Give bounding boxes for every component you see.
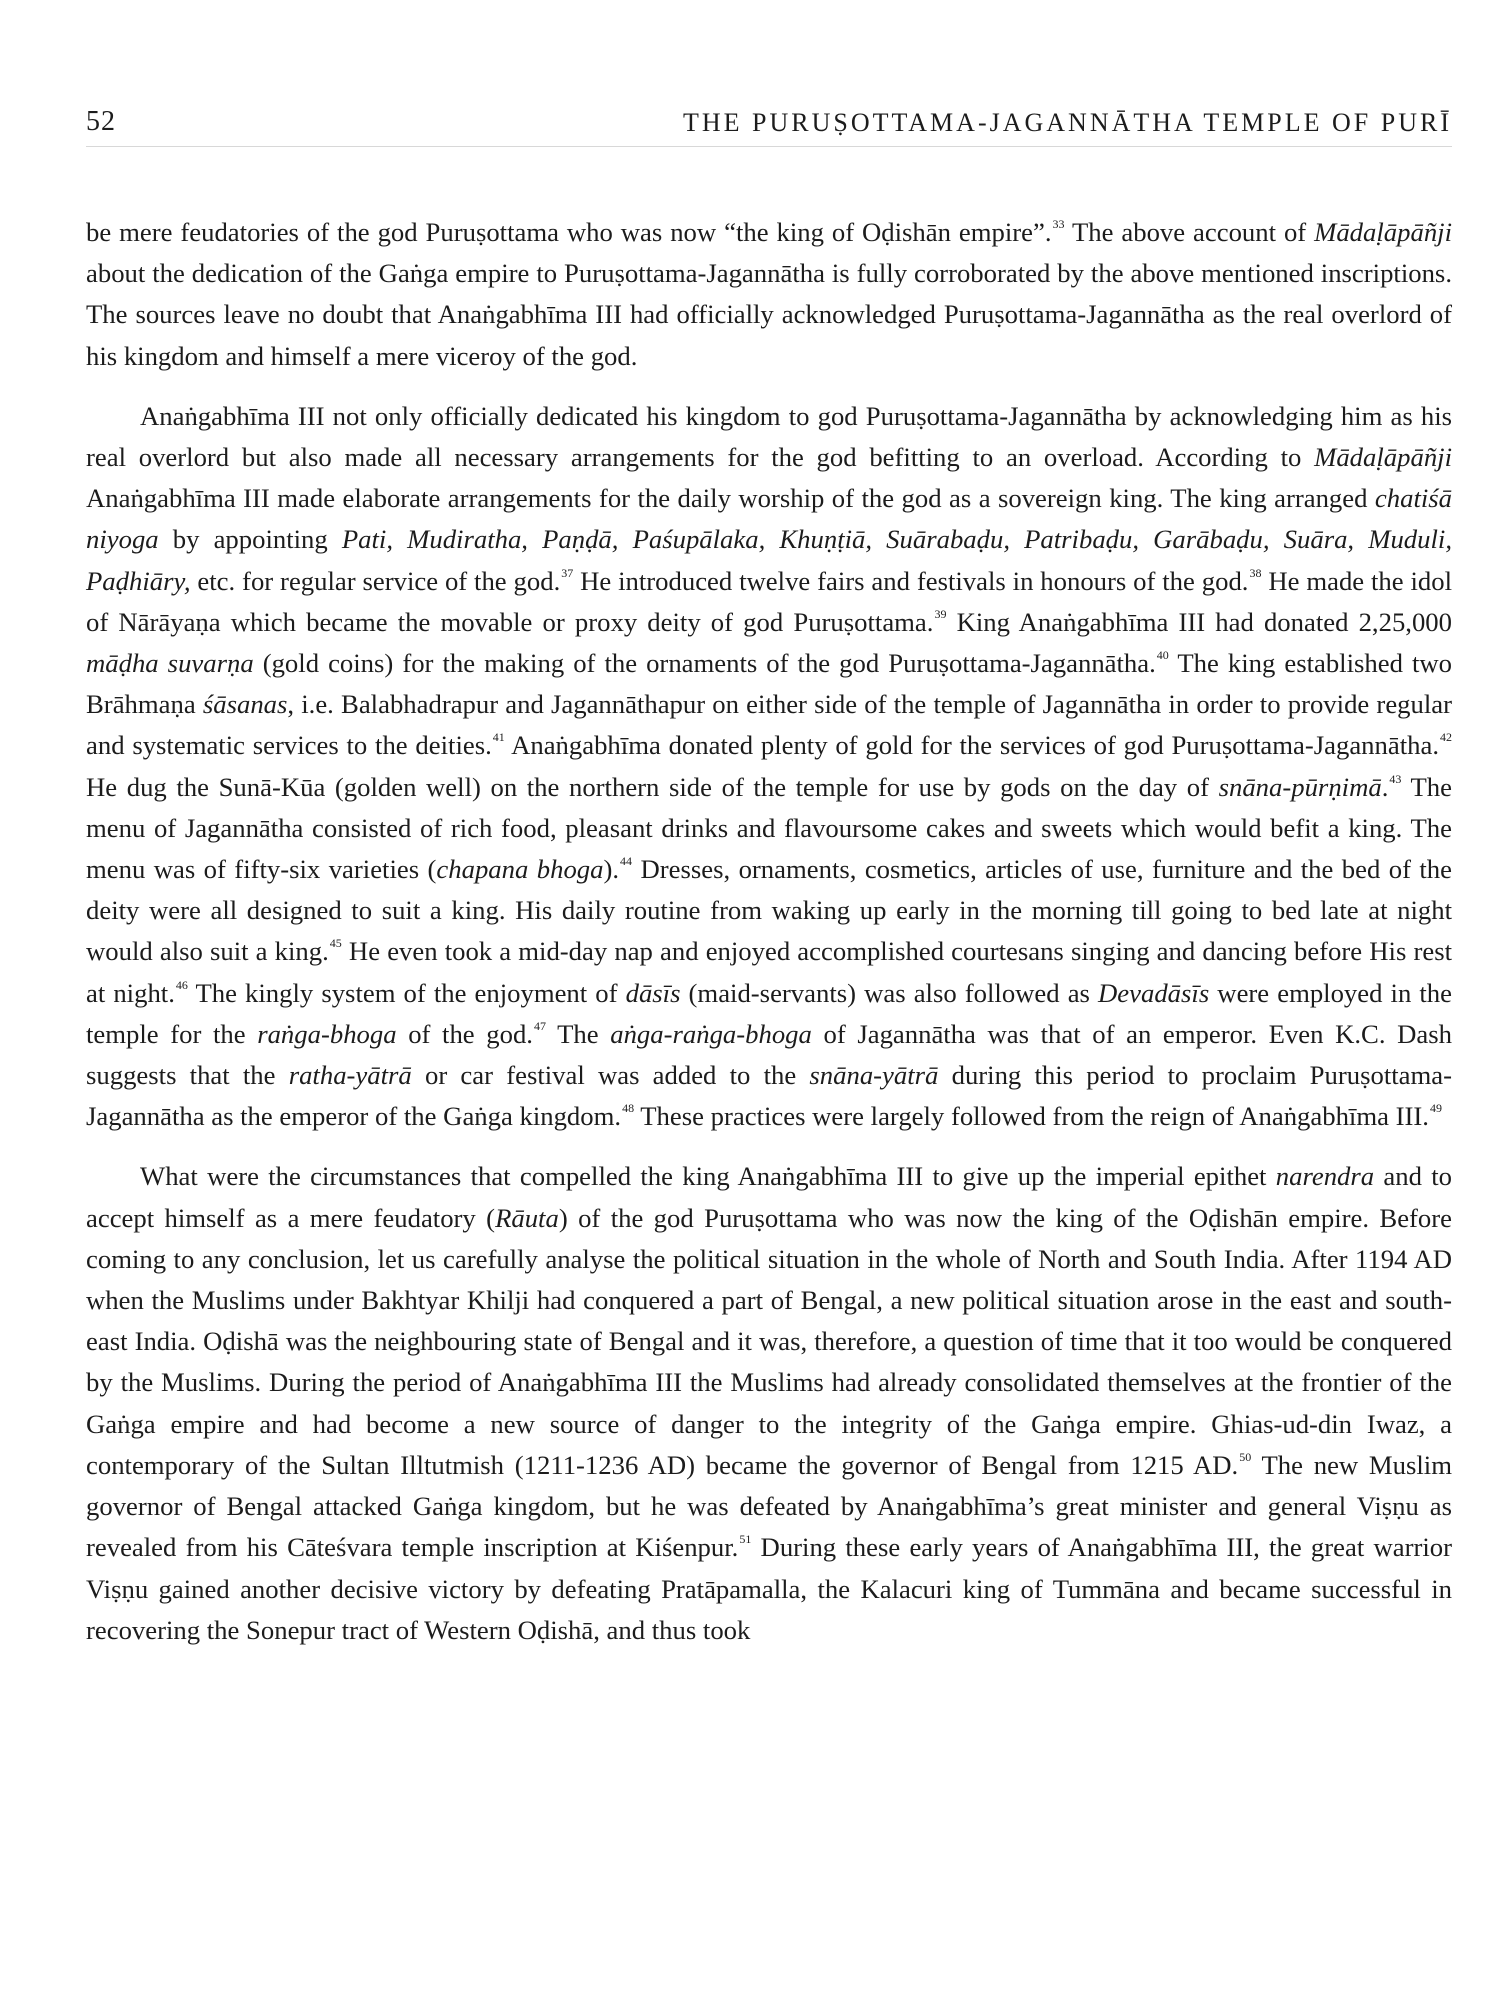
footnote-ref: 40	[1156, 648, 1169, 663]
body-text	[86, 212, 1452, 1670]
italic-term: Devadāsīs	[1098, 977, 1210, 1008]
footnote-ref: 50	[1239, 1449, 1252, 1464]
footnote-ref: 44	[620, 854, 633, 869]
text-run: He even took a mid-day nap and enjoyed accomplished courtesans singing and dancing before His rest at night.	[86, 936, 1453, 1008]
text-run: The kingly system of the enjoyment of	[187, 977, 626, 1008]
italic-term: chatiśā niyoga	[86, 483, 1452, 555]
italic-term: snāna-yātrā	[809, 1060, 939, 1091]
footnote-ref: 49	[1429, 1101, 1442, 1116]
text-run: were employed in the temple for the	[86, 977, 1452, 1049]
italic-term: raṅga-bhoga	[257, 1018, 397, 1049]
text-run: or car festival was added to the	[411, 1060, 810, 1091]
footnote-ref: 37	[561, 565, 574, 580]
text-run: during this period to proclaim Puruṣottama-Jagannātha as the emperor of the Gaṅga kingdom.	[86, 1060, 1452, 1132]
paragraph-3	[86, 1156, 1452, 1650]
text-run: and to accept himself as a mere feudatory (	[86, 1161, 1453, 1233]
page-number: 52	[86, 106, 116, 137]
text-run: .	[1381, 771, 1389, 802]
italic-term: snāna-pūrṇimā	[1218, 771, 1382, 802]
text-run: The king established two Brāhmaṇa	[86, 648, 1452, 720]
text-run: These practices were largely followed from the reign of Anaṅgabhīma III.	[634, 1101, 1429, 1132]
footnote-ref: 41	[492, 730, 505, 745]
italic-term: Mādaḷāpāñji	[1314, 442, 1452, 473]
text-run: Anaṅgabhīma donated plenty of gold for the services of god Puruṣottama-Jagannātha.	[504, 730, 1439, 761]
text-run: Dresses, ornaments, cosmetics, articles of use, furniture and the bed of the deity were all designed to suit a king. His daily routine from waking up early in the morning till going to bed late at night would also suit a king.	[86, 854, 1452, 967]
text-run: He made the idol of Nārāyaṇa which became the movable or proxy deity of god Puruṣottama.	[86, 565, 1453, 637]
footnote-ref: 39	[934, 606, 947, 621]
footnote-ref: 43	[1389, 771, 1402, 786]
text-run: The above account of	[1064, 217, 1315, 247]
text-run: He introduced twelve fairs and festivals in honours of the god.	[573, 565, 1249, 596]
footnote-ref: 42	[1440, 730, 1452, 745]
text-run: by appointing	[158, 524, 342, 555]
text-run: During these early years of Anaṅgabhīma III, the great warrior Viṣṇu gained another decisive victory by defeating Pratāpamalla, the Kalacuri king of Tummāna and became successful in recovering the Sonepur tract of Western Oḍishā, and thus took	[86, 1532, 1452, 1645]
text-run: What were the circumstances that compelled the king Anaṅgabhīma III to give up the imperial epithet	[140, 1161, 1276, 1192]
text-run: ).	[603, 854, 620, 885]
italic-term: aṅga-raṅga-bhoga	[610, 1018, 812, 1049]
italic-term: Pati, Mudiratha, Paṇḍā, Paśupālaka, Khuṇṭiā, Suārabaḍu, Patribaḍu, Garābaḍu, Suāra, Muduli, Paḍhiāry,	[86, 524, 1452, 596]
footnote-ref: 46	[175, 977, 188, 992]
text-run: Anaṅgabhīma III made elaborate arrangements for the daily worship of the god as a sovereign king. The king arranged	[86, 483, 1375, 514]
italic-term: dāsīs	[625, 977, 681, 1008]
text-run: He dug the Sunā-Kūa (golden well) on the northern side of the temple for use by gods on the day of	[86, 771, 1219, 802]
italic-term: māḍha suvarṇa	[86, 648, 254, 679]
text-run: , i.e. Balabhadrapur and Jagannāthapur on either side of the temple of Jagannātha in order to provide regular and systematic services to the deities.	[86, 689, 1452, 761]
text-run: (maid-servants) was also followed as	[680, 977, 1099, 1008]
text-run: of the god.	[396, 1018, 533, 1049]
italic-term: Rāuta	[495, 1202, 559, 1233]
text-run: (gold coins) for the making of the ornaments of the god Puruṣottama-Jagannātha.	[253, 648, 1156, 679]
italic-term: narendra	[1275, 1161, 1375, 1192]
italic-term: Mādaḷāpāñji	[1314, 217, 1452, 247]
footnote-ref: 45	[329, 936, 342, 951]
paragraph-1	[86, 212, 1452, 377]
italic-term: chapana bhoga	[436, 854, 604, 885]
footnote-ref: 48	[622, 1101, 635, 1116]
text-run: Anaṅgabhīma III not only officially dedicated his kingdom to god Puruṣottama-Jagannātha by acknowledging him as his real overlord but also made all necessary arrangements for the god befitting to an overload. According to	[86, 400, 1452, 473]
text-run: etc. for regular service of the god.	[190, 565, 561, 596]
paragraph-2	[86, 396, 1452, 1138]
page-header	[86, 106, 1452, 147]
text-run: The	[545, 1018, 611, 1049]
text-run: The menu of Jagannātha consisted of rich food, pleasant drinks and flavoursome cakes and sweets which would befit a king. The menu was of fifty-six varieties (	[86, 771, 1452, 885]
running-title: THE PURUṢOTTAMA-JAGANNĀTHA TEMPLE OF PURĪ	[682, 108, 1452, 137]
text-run: be mere feudatories of the god Puruṣottama who was now “the king of Oḍishān empire”.	[86, 217, 1052, 247]
text-run: of Jagannātha was that of an emperor. Even K.C. Dash suggests that the	[86, 1018, 1453, 1091]
text-run: The new Muslim governor of Bengal attacked Gaṅga kingdom, but he was defeated by Anaṅgabhīma’s great minister and general Viṣṇu as revealed from his Cāteśvara temple inscription at Kiśenpur.	[86, 1449, 1452, 1563]
footnote-ref: 51	[739, 1532, 752, 1547]
text-run: King Anaṅgabhīma III had donated 2,25,000	[946, 606, 1452, 637]
italic-term: śāsanas	[202, 689, 288, 720]
text-run: about the dedication of the Gaṅga empire to Puruṣottama-Jagannātha is fully corroborated by the above mentioned inscriptions. The sources leave no doubt that Anaṅgabhīma III had officially acknowledged Puruṣottama-Jagannātha as the real overlord of his kingdom and himself a mere viceroy of the god.	[86, 258, 1452, 371]
footnote-ref: 33	[1052, 217, 1065, 231]
footnote-ref: 38	[1249, 565, 1262, 580]
italic-term: ratha-yātrā	[288, 1060, 412, 1091]
footnote-ref: 47	[533, 1018, 546, 1033]
text-run: ) of the god Puruṣottama who was now the king of the Oḍishān empire. Before coming to any conclusion, let us carefully analyse the political situation in the whole of North and South India. After 1194 AD when the Muslims under Bakhtyar Khilji had conquered a part of Bengal, a new political situation arose in the east and south-east India. Oḍishā was the neighbouring state of Bengal and it was, therefore, a question of time that it too would be conquered by the Muslims. During the period of Anaṅgabhīma III the Muslims had already consolidated themselves at the frontier of the Gaṅga empire and had become a new source of danger to the integrity of the Gaṅga empire. Ghias-ud-din Iwaz, a contemporary of the Sultan Illtutmish (1211-1236 AD) became the governor of Bengal from 1215 AD.	[86, 1202, 1453, 1480]
